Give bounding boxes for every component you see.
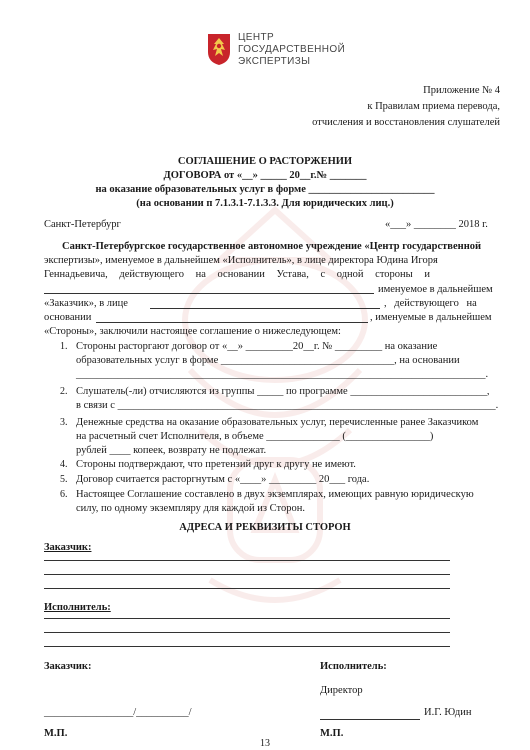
appendix-block (240, 83, 500, 131)
intro-line-3: Геннадьевича, действующего на основании Устава, с одной стороны и (44, 269, 430, 280)
executor-address-label: Исполнитель: (44, 602, 111, 613)
title-line-1: СОГЛАШЕНИЕ О РАСТОРЖЕНИИ (177, 156, 353, 167)
stamp-right: М.П. (320, 728, 344, 739)
item-3-number: 3. (60, 417, 68, 428)
page-number: 13 (260, 738, 270, 749)
city: Санкт-Петербург (44, 219, 121, 230)
item-5-number: 5. (60, 474, 68, 485)
org-name-line-1: ЦЕНТР (238, 32, 275, 43)
signature-executor-label: Исполнитель: (320, 661, 387, 672)
title-line-3: на оказание образовательных услуг в форме ________________________ (95, 184, 435, 195)
intro-line-5-start: «Заказчик», в лице (44, 298, 128, 309)
item-2-number: 2. (60, 386, 68, 397)
item-3-line-3: рублей ____ копеек, возврату не подлежат. (76, 445, 267, 456)
appendix-line-3: отчисления и восстановления слушателей (312, 117, 500, 128)
signature-customer-label: Заказчик: (44, 661, 92, 672)
customer-address-line-2[interactable] (44, 574, 450, 575)
intro-line-7: «Стороны», заключили настоящее соглашение о нижеследующем: (44, 326, 341, 337)
customer-basis-field[interactable] (96, 322, 368, 323)
item-3-line-2: на расчетный счет Исполнителя, в объеме ______________ (________________) (76, 431, 434, 442)
item-6-number: 6. (60, 489, 68, 500)
intro-line-5-end: , действующего на (384, 298, 477, 309)
org-name-line-3: ЭКСПЕРТИЗЫ (238, 56, 311, 67)
item-1-line-3: ______________________________________________________________________________. (76, 369, 489, 380)
customer-name-field[interactable] (44, 293, 374, 294)
executor-name: И.Г. Юдин (424, 707, 472, 718)
coat-of-arms-icon (206, 32, 232, 66)
item-5-line-1: Договор считается расторгнутым с «____» _________ 20___ года. (76, 474, 370, 485)
intro-line-6-start: основании (44, 312, 92, 323)
item-2-line-1: Слушатель(-ли) отчисляются из группы _____ по программе __________________________, (76, 386, 490, 397)
org-name-line-2: ГОСУДАРСТВЕННОЙ (238, 44, 346, 55)
item-2-line-2: в связи с ________________________________________________________________________. (76, 400, 499, 411)
intro-line-4: именуемое в дальнейшем (378, 284, 493, 295)
item-4-line-1: Стороны подтверждают, что претензий друг к другу не имеют. (76, 459, 356, 470)
item-4-number: 4. (60, 459, 68, 470)
item-6-line-2: силу, по одному экземпляру для каждой из Сторон. (76, 503, 305, 514)
executor-address-line-3[interactable] (44, 646, 450, 647)
item-1-line-1: Стороны расторгают договор от «__» _________20__г. № _________ на оказание (76, 341, 438, 352)
title-line-4: (на основании п 7.1.3.1-7.1.3.3. Для юридических лиц.) (136, 198, 394, 209)
customer-address-label: Заказчик: (44, 542, 92, 553)
addresses-heading: АДРЕСА И РЕКВИЗИТЫ СТОРОН (179, 522, 351, 533)
intro-line-6-end: , именуемые в дальнейшем (370, 312, 492, 323)
executor-signature-field[interactable] (320, 719, 420, 720)
stamp-left: М.П. (44, 728, 68, 739)
executor-address-line-1[interactable] (44, 618, 450, 619)
item-1-line-2: образовательных услуг в форме _________________________________, на основании (76, 355, 460, 366)
executor-address-line-2[interactable] (44, 632, 450, 633)
item-1-number: 1. (60, 341, 68, 352)
director-title: Директор (320, 685, 363, 696)
intro-line-2: экспертизы», именуемое в дальнейшем «Исполнитель», в лице директора Юдина Игоря (44, 255, 438, 266)
agreement-date: «___» ________ 2018 г. (385, 219, 488, 230)
customer-representative-field[interactable] (150, 308, 380, 309)
item-3-line-1: Денежные средства на оказание образовательных услуг, перечисленные ранее Заказчиком (76, 417, 479, 428)
title-line-2: ДОГОВОРА от «__» _____ 20__г.№ _______ (163, 170, 367, 181)
item-6-line-1: Настоящее Соглашение составлено в двух экземплярах, имеющих равную юридическую (76, 489, 474, 500)
customer-address-line-1[interactable] (44, 560, 450, 561)
customer-address-line-3[interactable] (44, 588, 450, 589)
appendix-line-1: Приложение № 4 (423, 85, 500, 96)
customer-signature-field[interactable]: _________________/__________/ (44, 707, 192, 718)
appendix-line-2: к Правилам приема перевода, (367, 101, 500, 112)
intro-line-1: Санкт-Петербургское государственное автономное учреждение «Центр государственной (62, 241, 482, 252)
